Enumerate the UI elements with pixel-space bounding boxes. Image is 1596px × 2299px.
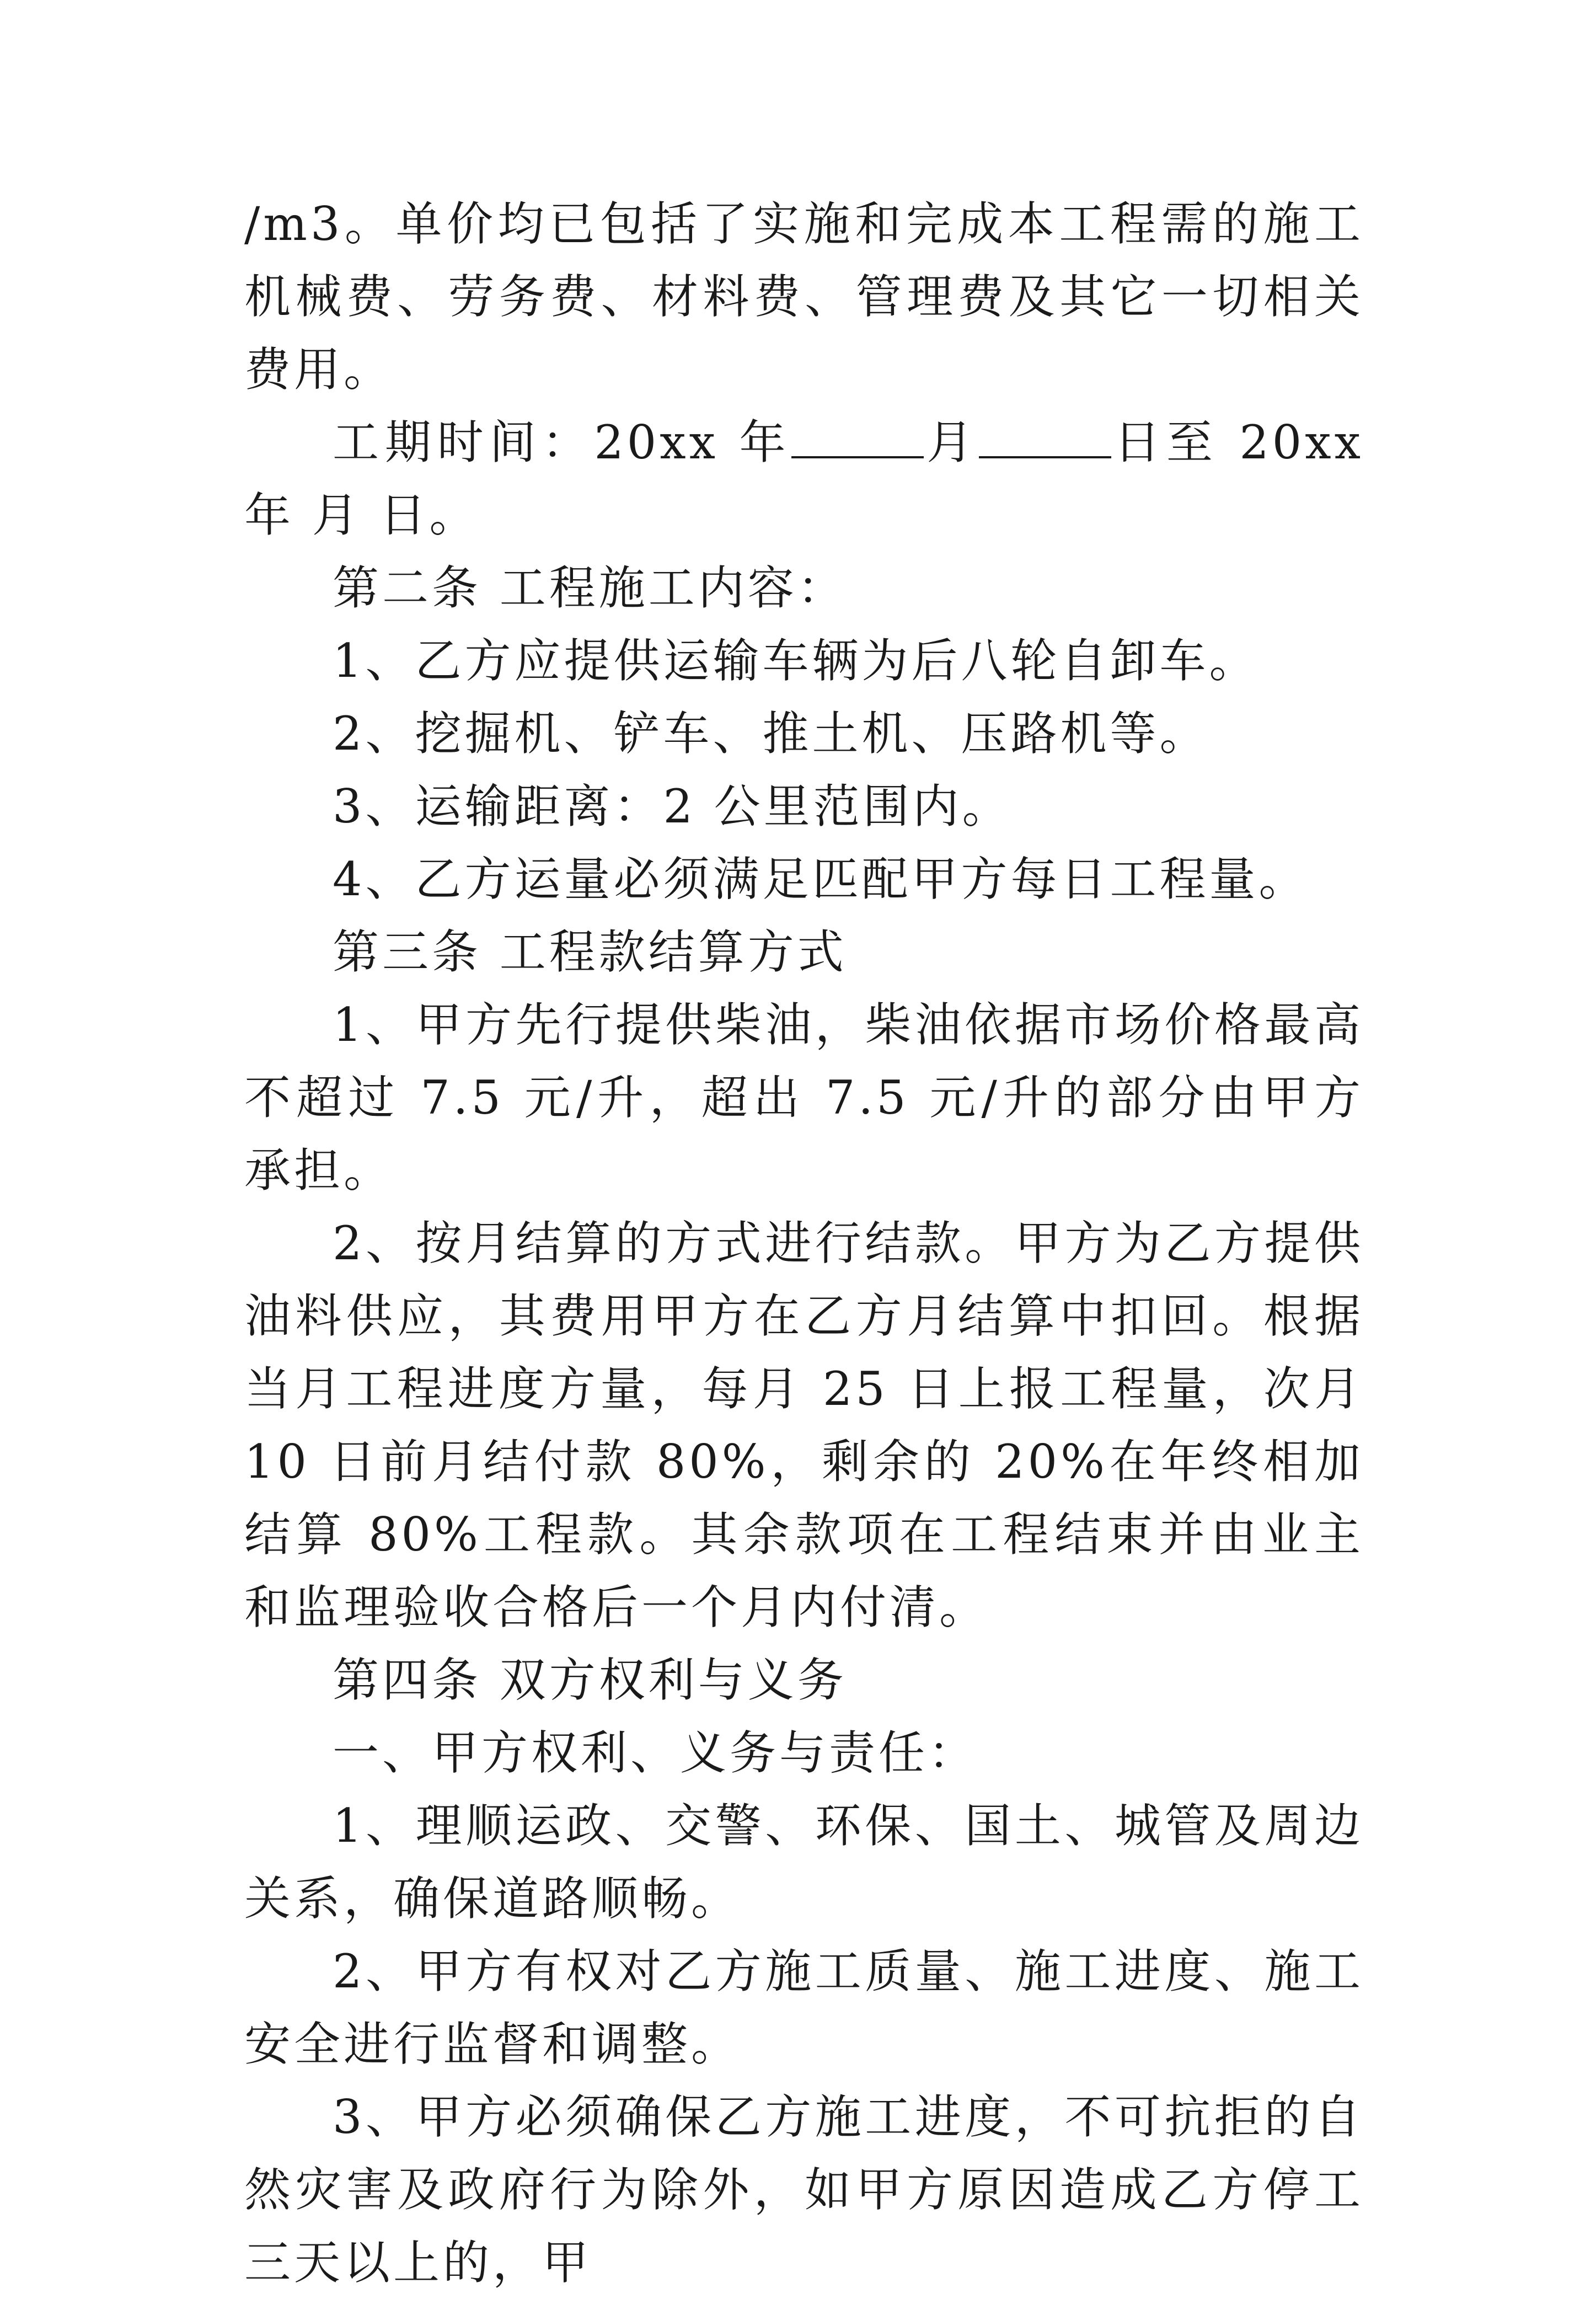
article-4-item-3: 3、甲方必须确保乙方施工进度，不可抗拒的自然灾害及政府行为除外，如甲方原因造成乙方停工三天以上的，甲 <box>244 2090 1364 2290</box>
article-4-section-a: 一、甲方权利、义务与责任： <box>333 1726 978 1780</box>
article-4-item-2: 2、甲方有权对乙方施工质量、施工进度、施工安全进行监督和调整。 <box>244 1944 1364 2071</box>
article-4-heading: 第四条 双方权利与义务 <box>333 1653 847 1707</box>
article-2-heading: 第二条 工程施工内容： <box>333 561 847 615</box>
article-3-heading: 第三条 工程款结算方式 <box>333 925 847 979</box>
article-2-item-4: 4、乙方运量必须满足匹配甲方每日工程量。 <box>333 852 1309 906</box>
article-3-item-2: 2、按月结算的方式进行结款。甲方为乙方提供油料供应，其费用甲方在乙方月结算中扣回。根据当月工程进度方量，每月 25 日上报工程量，次月 10 日前月结付款 80%，剩余的 20%在年终相加结算 80%工程款。其余款项在工程结束并由业主和监理验收合格后一个月内付清。 <box>244 1216 1364 1634</box>
article-4-item-1: 1、理顺运政、交警、环保、国土、城管及周边关系，确保道路顺畅。 <box>244 1799 1364 1926</box>
schedule-day-to: 日至 20xx 年 月 日。 <box>244 415 1364 542</box>
article-3-item-1: 1、甲方先行提供柴油，柴油依据市场价格最高不超过 7.5 元/升，超出 7.5 元/升的部分由甲方承担。 <box>244 998 1364 1197</box>
document-body <box>244 188 1364 2299</box>
schedule-blank-day <box>979 412 1111 458</box>
paragraph-schedule <box>244 406 1364 552</box>
article-2-item-1: 1、乙方应提供运输车辆为后八轮自卸车。 <box>333 634 1259 688</box>
article-2-item-3: 3、运输距离：2 公里范围内。 <box>333 779 1012 833</box>
schedule-label: 工期时间：20xx 年 <box>333 415 792 469</box>
article-2-item-2: 2、挖掘机、铲车、推土机、压路机等。 <box>333 707 1209 761</box>
schedule-blank-month <box>791 412 924 458</box>
paragraph-unit-price: /m3。单价均已包括了实施和完成本工程需的施工机械费、劳务费、材料费、管理费及其它一切相关费用。 <box>244 197 1364 397</box>
schedule-month: 月 <box>924 415 979 469</box>
